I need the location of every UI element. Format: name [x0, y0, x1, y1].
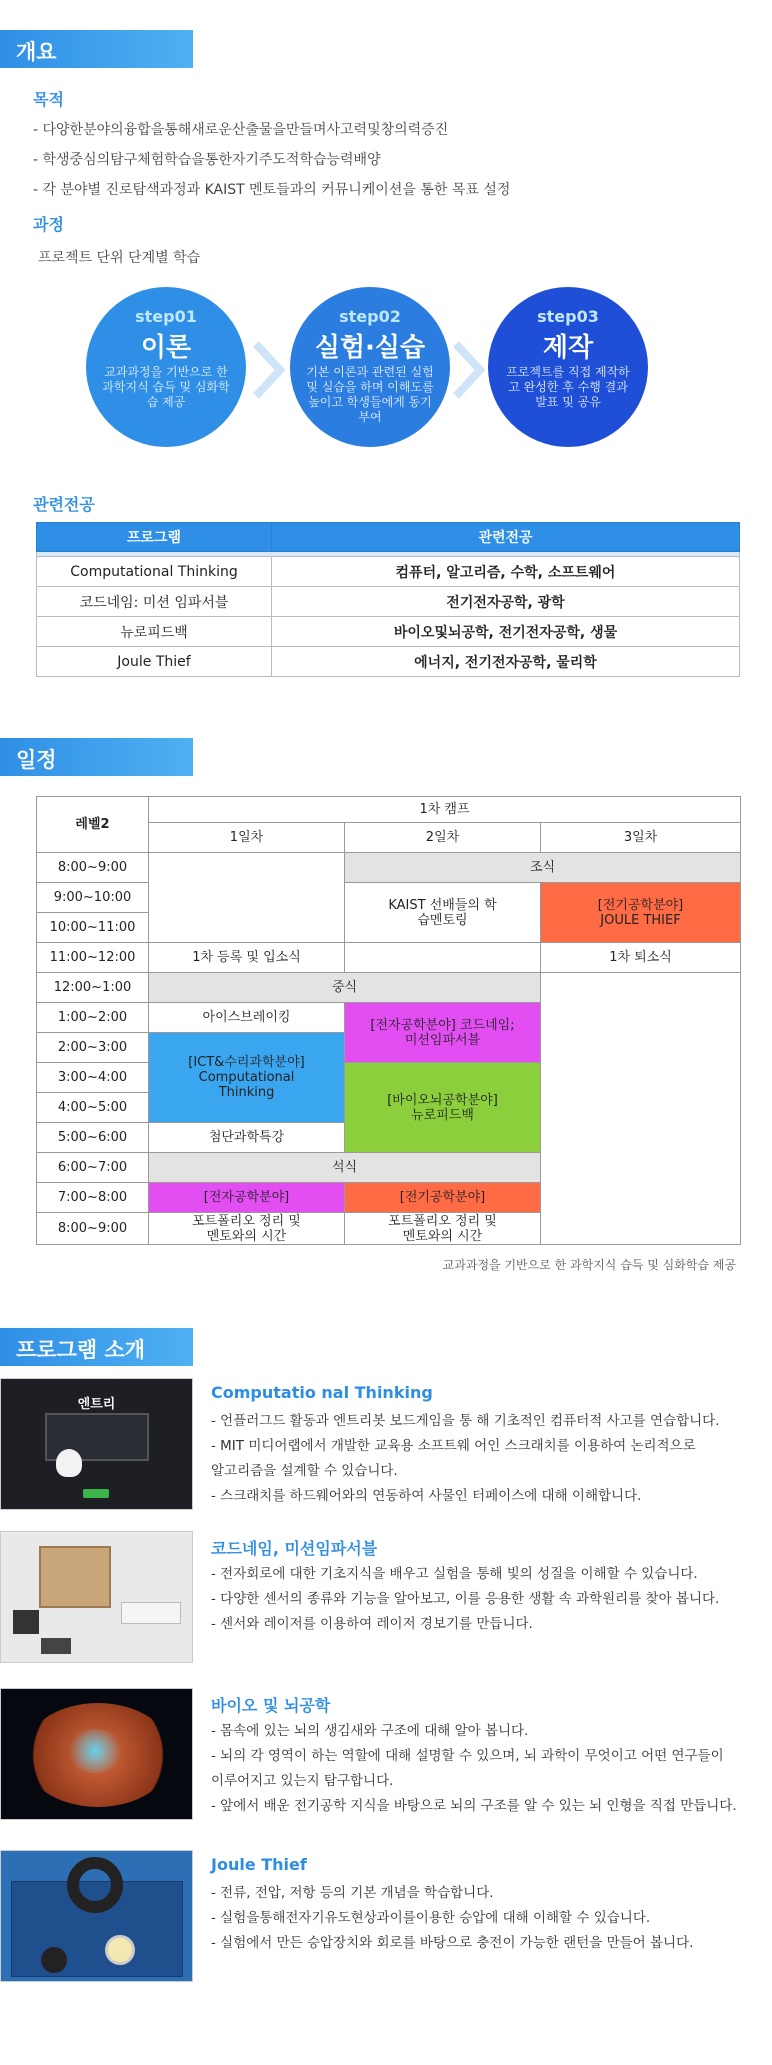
program-title: 코드네임, 미션임파서블 [211, 1539, 378, 1558]
program-desc-line: - 전류, 전압, 저항 등의 기본 개념을 학습합니다. [211, 1885, 494, 1901]
brain-image [0, 1688, 193, 1820]
step-circle-2 [290, 287, 450, 447]
time-cell: 9:00~10:00 [37, 883, 149, 913]
program-desc-line: - 몸속에 있는 뇌의 생김새와 구조에 대해 알아 봅니다. [211, 1723, 529, 1739]
time-cell: 3:00~4:00 [37, 1063, 149, 1093]
program-title: Computatio nal Thinking [211, 1383, 433, 1402]
step-number: step03 [537, 307, 599, 326]
breadboard [121, 1602, 181, 1624]
purpose-item: - 학생중심의탐구체험학습을통한자기주도적학습능력배양 [33, 152, 381, 168]
table-row [37, 587, 740, 617]
program-desc-line: - 다양한 센서의 종류와 기능을 알아보고, 이를 응용한 생활 속 과학원리를 찾아 봅니다. [211, 1591, 720, 1607]
section-overview-bar [0, 30, 193, 68]
day-header: 2일차 [345, 823, 541, 853]
time-cell: 8:00~9:00 [37, 1213, 149, 1245]
section-overview-heading: 개요 [16, 40, 57, 64]
step-title: 이론 [140, 333, 192, 363]
purpose-item: - 각 분야별 진로탐색과정과 KAIST 멘토들과의 커뮤니케이션을 통한 목표 설정 [33, 182, 511, 198]
step-desc: 교과과정을 기반으로 한 과학지식 습득 및 심화학습 제공 [102, 365, 230, 409]
empty-cell [345, 943, 541, 973]
program-desc-line: 알고리즘을 설계할 수 있습니다. [211, 1463, 398, 1479]
program-title: Joule Thief [211, 1855, 307, 1874]
program-desc-line: - 앞에서 배운 전기공학 지식을 바탕으로 뇌의 구조를 알 수 있는 뇌 인형을 직접 만듭니다. [211, 1798, 737, 1814]
step-circle-1 [86, 287, 246, 447]
time-cell: 8:00~9:00 [37, 853, 149, 883]
program-desc-line: - 실험을통해전자기유도현상과이를이용한 승압에 대해 이해할 수 있습니다. [211, 1910, 651, 1926]
breakfast-cell: 조식 [345, 853, 741, 883]
time-cell: 4:00~5:00 [37, 1093, 149, 1123]
chevron-right-icon [248, 340, 288, 400]
lecture-cell: 첨단과학특강 [149, 1123, 345, 1153]
sensor-module [41, 1638, 71, 1654]
time-cell: 5:00~6:00 [37, 1123, 149, 1153]
step-circle-3 [488, 287, 648, 447]
mentoring-cell: KAIST 선배들의 학습멘토링 [345, 883, 541, 943]
time-cell: 12:00~1:00 [37, 973, 149, 1003]
step-desc: 프로젝트를 직접 제작하고 완성한 후 수행 결과 발표 및 공유 [506, 365, 630, 409]
codename-cell: [전자공학분야] 코드네임;미션임파서블 [345, 1003, 541, 1063]
table-header: 관련전공 [272, 523, 740, 552]
program-desc-line: - 뇌의 각 영역이 하는 역할에 대해 설명할 수 있으며, 뇌 과학이 무엇이고 어떤 연구들이 [211, 1748, 724, 1764]
section-schedule-heading: 일정 [16, 748, 57, 772]
joule-thief-cell: [전기공학분야] JOULE THIEF [541, 883, 741, 943]
time-cell: 1:00~2:00 [37, 1003, 149, 1033]
program-desc-line: - MIT 미디어랩에서 개발한 교육용 소프트웨 어인 스크래치를 이용하여 논리적으로 [211, 1438, 696, 1454]
schedule-caption: 교과과정을 기반으로 한 과학지식 습득 및 심화학습 제공 [442, 1258, 736, 1272]
portfolio-cell: 포트폴리오 정리 및 멘토와의 시간 [345, 1213, 541, 1245]
lunch-cell: 중식 [149, 973, 541, 1003]
time-cell: 10:00~11:00 [37, 913, 149, 943]
ct-cell: [ICT&수리과학분야] Computational Thinking [149, 1033, 345, 1123]
entry-start-button [83, 1489, 109, 1498]
wooden-box [39, 1546, 111, 1608]
section-schedule-bar [0, 738, 193, 776]
entry-bot-figure [56, 1449, 82, 1477]
process-title: 과정 [33, 215, 64, 234]
step-number: step01 [135, 307, 197, 326]
step-number: step02 [339, 307, 401, 326]
purpose-title: 목적 [33, 90, 64, 109]
program-cell: Computational Thinking [37, 557, 272, 587]
camp-header: 1차 캠프 [149, 797, 741, 823]
entry-program-image [0, 1378, 193, 1510]
electronics-cell: [전자공학분야] [149, 1183, 345, 1213]
entry-logo-text: 엔트리 [77, 1397, 116, 1412]
schedule-table [36, 796, 741, 1245]
related-major-table [36, 522, 740, 677]
program-desc-line: - 실험에서 만든 승압장치와 회로를 바탕으로 충전이 가능한 랜턴을 만들어 봅니다. [211, 1935, 694, 1951]
program-desc-line: - 언플러그드 활동과 엔트리봇 보드게임을 통 해 기초적인 컴퓨터적 사고를 연습합니다. [211, 1413, 720, 1429]
program-desc-line: - 센서와 레이저를 이용하여 레이저 경보기를 만듭니다. [211, 1616, 533, 1632]
program-title: 바이오 및 뇌공학 [211, 1696, 331, 1715]
time-cell: 11:00~12:00 [37, 943, 149, 973]
program-cell: Joule Thief [37, 647, 272, 677]
major-cell: 전기전자공학, 광학 [272, 587, 740, 617]
toroid-coil [67, 1857, 123, 1913]
program-cell: 뉴로피드백 [37, 617, 272, 647]
registration-cell: 1차 등록 및 입소식 [149, 943, 345, 973]
program-desc-line: 이루어지고 있는지 탐구합니다. [211, 1773, 394, 1789]
section-programs-bar [0, 1328, 193, 1366]
related-title: 관련전공 [33, 495, 95, 514]
step-desc: 기본 이론과 관련된 실험 및 실습을 하며 이해도를 높이고 학생들에게 동기부여 [306, 365, 434, 424]
empty-cell [541, 973, 741, 1245]
table-header: 프로그램 [37, 523, 272, 552]
electrical-cell: [전기공학분야] [345, 1183, 541, 1213]
program-desc-line: - 스크래치를 하드웨어와의 연동하여 사물인 터페이스에 대해 이해합니다. [211, 1488, 642, 1504]
purpose-item: - 다양한분야의융합을통해새로운산출물을만들며사고력및창의력증진 [33, 122, 449, 138]
section-programs-heading: 프로그램 소개 [16, 1338, 146, 1362]
day-header: 3일차 [541, 823, 741, 853]
portfolio-cell: 포트폴리오 정리 및 멘토와의 시간 [149, 1213, 345, 1245]
led-lamp [105, 1935, 135, 1965]
major-cell: 바이오및뇌공학, 전기전자공학, 생물 [272, 617, 740, 647]
circuit-kit-image [0, 1531, 193, 1663]
time-cell: 2:00~3:00 [37, 1033, 149, 1063]
neurofeedback-cell: [바이오뇌공학분야] 뉴로피드백 [345, 1063, 541, 1153]
neuron-glow [65, 1729, 125, 1773]
program-cell: 코드네임: 미션 임파서블 [37, 587, 272, 617]
day-header: 1일차 [149, 823, 345, 853]
battery [13, 1610, 39, 1634]
icebreaking-cell: 아이스브레이킹 [149, 1003, 345, 1033]
level-cell: 레벨2 [37, 797, 149, 853]
joule-thief-image [0, 1850, 193, 1982]
step-title: 실험·실습 [314, 333, 426, 363]
chevron-right-icon [448, 340, 488, 400]
empty-cell [149, 853, 345, 943]
time-cell: 6:00~7:00 [37, 1153, 149, 1183]
major-cell: 에너지, 전기전자공학, 물리학 [272, 647, 740, 677]
table-row [37, 617, 740, 647]
dinner-cell: 석식 [149, 1153, 541, 1183]
table-row [37, 557, 740, 587]
step-title: 제작 [542, 333, 594, 363]
knob [41, 1947, 67, 1973]
process-desc: 프로젝트 단위 단계별 학습 [38, 250, 201, 266]
table-row [37, 647, 740, 677]
program-desc-line: - 전자회로에 대한 기초지식을 배우고 실험을 통해 빛의 성질을 이해할 수 있습니다. [211, 1566, 698, 1582]
major-cell: 컴퓨터, 알고리즘, 수학, 소프트웨어 [272, 557, 740, 587]
leave-cell: 1차 퇴소식 [541, 943, 741, 973]
time-cell: 7:00~8:00 [37, 1183, 149, 1213]
